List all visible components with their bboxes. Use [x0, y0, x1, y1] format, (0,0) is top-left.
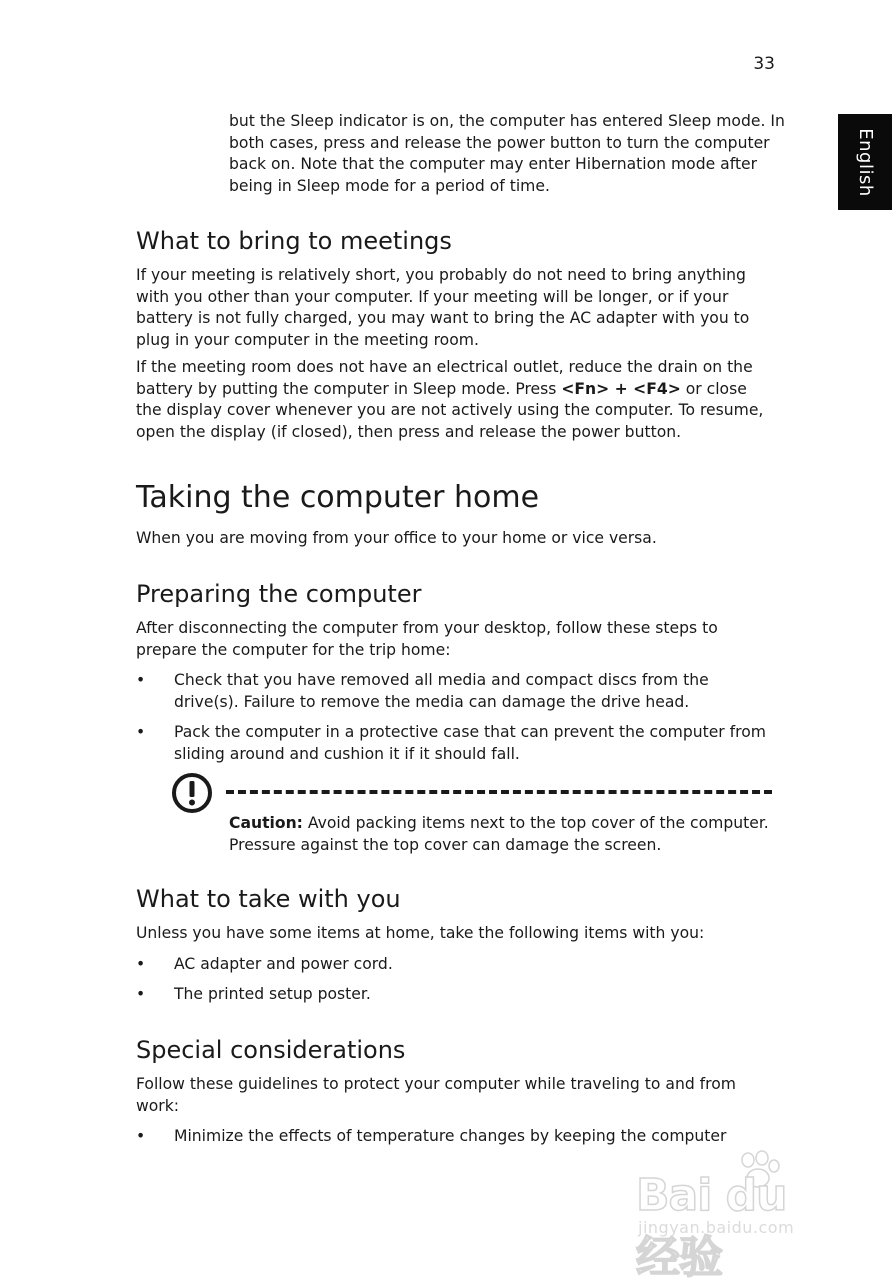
- meetings-paragraph-1: If your meeting is relatively short, you probably do not need to bring anything with you other than your computer. If your meeting will be longer, or if your battery is not fully charged, you may want to bring the AC adapter with you to plug in your computer in the meeting room.: [136, 266, 750, 349]
- baidu-watermark: [632, 1150, 842, 1283]
- caution-note: [229, 813, 769, 856]
- caution-paragraph: [229, 813, 769, 856]
- language-tab: [838, 114, 892, 210]
- section-home: [136, 480, 776, 550]
- language-tab-label: English: [854, 127, 876, 197]
- section-heading-take-with: What to take with you: [136, 885, 401, 913]
- caution-label: Caution:: [229, 814, 303, 832]
- special-list: [136, 1125, 746, 1147]
- chapter-heading-home: Taking the computer home: [136, 480, 540, 515]
- list-item: • The printed setup poster.: [136, 983, 776, 1005]
- list-item: • Minimize the effects of temperature changes by keeping the computer: [136, 1125, 746, 1147]
- caution-text: Avoid packing items next to the top cover of the computer. Pressure against the top cover can damage the screen.: [229, 814, 769, 854]
- intro-continuation: [229, 111, 789, 197]
- section-special: [136, 1035, 746, 1147]
- preparing-list: [136, 669, 776, 765]
- section-meetings: [136, 226, 776, 443]
- watermark-url: jingyan.baidu.com: [638, 1218, 795, 1237]
- meetings-para2-before: If the meeting room does not have an electrical outlet, reduce the drain on the battery by putting the computer in Sleep mode. Press: [136, 358, 753, 398]
- special-intro: Follow these guidelines to protect your computer while traveling to and from work:: [136, 1075, 736, 1115]
- home-intro: When you are moving from your office to your home or vice versa.: [136, 529, 657, 547]
- list-item: • AC adapter and power cord.: [136, 953, 776, 975]
- list-item: • Check that you have removed all media and compact discs from the drive(s). Failure to remove the media can damage the drive head.: [136, 669, 776, 713]
- meetings-paragraph-2: [136, 357, 776, 443]
- page-number: 33: [753, 54, 775, 74]
- keyboard-shortcut: <Fn> + <F4>: [561, 379, 681, 398]
- section-take-with: [136, 884, 776, 1005]
- section-heading-meetings: What to bring to meetings: [136, 227, 452, 255]
- caution-divider: [226, 790, 772, 794]
- meetings-para2-after: or close the display cover whenever you are not actively using the computer. To resume, open the display (if closed), then press and release the power button.: [136, 379, 764, 441]
- exclamation-circle-icon: [171, 772, 213, 814]
- watermark-brand: Bai du 经验: [636, 1170, 787, 1283]
- take-with-intro: Unless you have some items at home, take the following items with you:: [136, 924, 705, 942]
- preparing-intro: After disconnecting the computer from your desktop, follow these steps to prepare the computer for the trip home:: [136, 619, 718, 659]
- intro-continuation-text: but the Sleep indicator is on, the computer has entered Sleep mode. In both cases, press and release the power button to turn the computer back on. Note that the computer may enter Hibernation mode after being in Sleep mode for a period of time.: [229, 112, 785, 195]
- list-item: • Pack the computer in a protective case that can prevent the computer from sliding around and cushion it if it should fall.: [136, 721, 776, 765]
- section-heading-special: Special considerations: [136, 1036, 406, 1064]
- take-with-list: [136, 953, 776, 1005]
- section-heading-preparing: Preparing the computer: [136, 580, 422, 608]
- section-preparing: [136, 579, 776, 765]
